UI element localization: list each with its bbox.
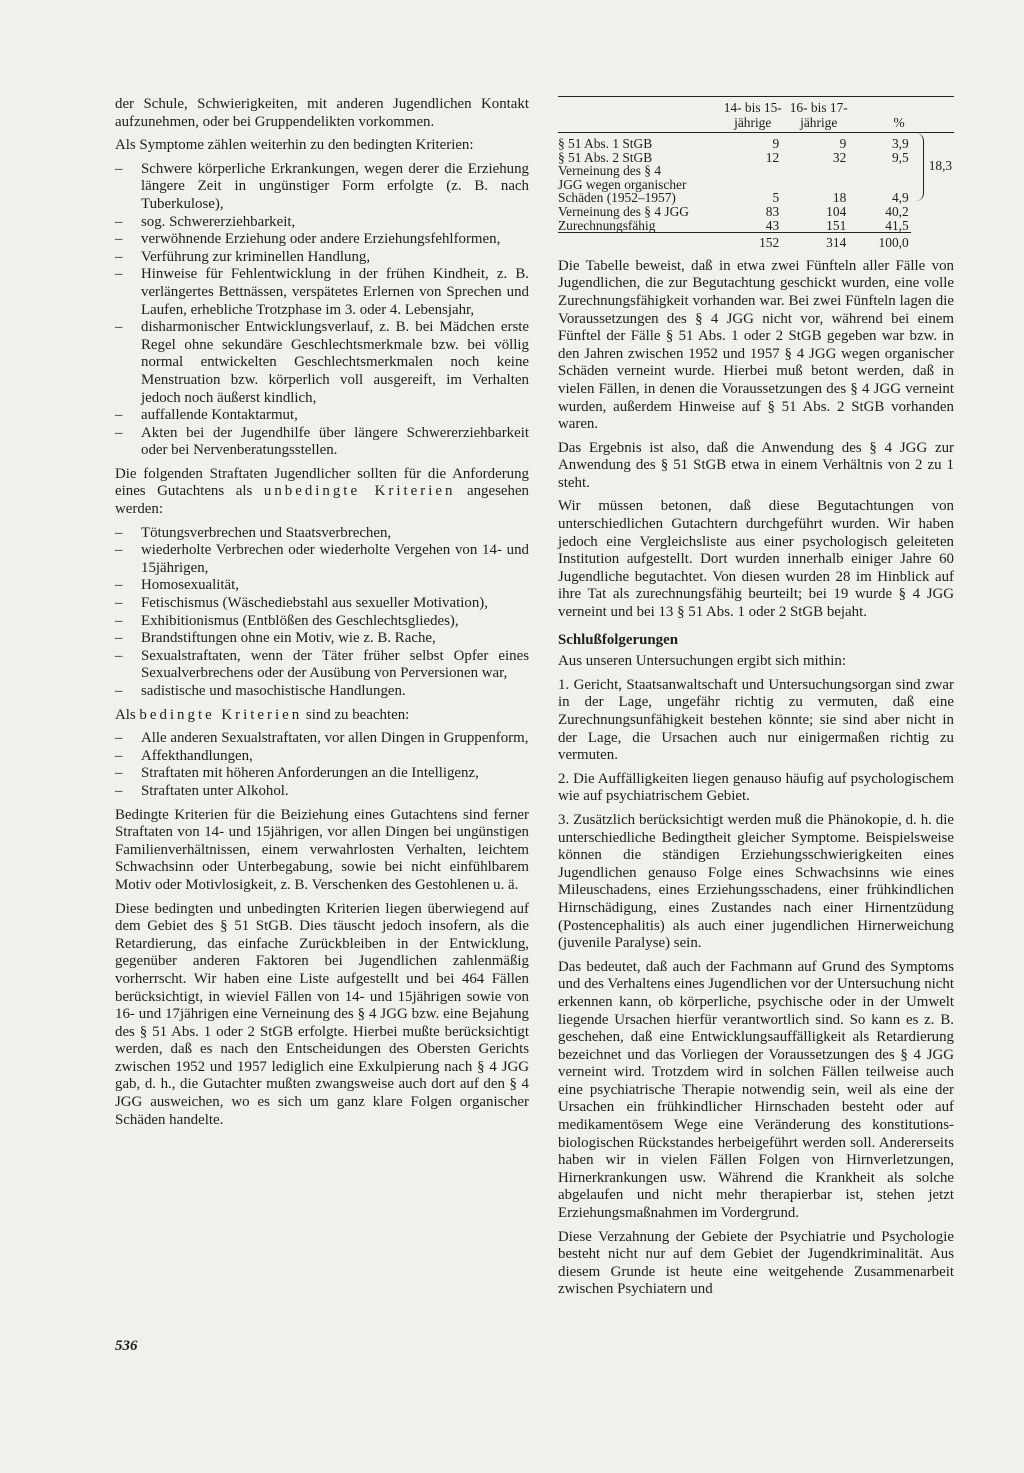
table-row: Schäden (1952–1957) 5 18 4,9 [558, 190, 909, 206]
paragraph: Diese bedingten und unbedingten Kriterien liegen überwiegend auf dem Gebiet des § 51 StGB. Dies täuscht jedoch insofern, als die Retardierung, das einfache Zurückbleiben in der Entwicklung, gegenüber anderen Faktoren bei Jugendlichen zahlenmäßig vorherrscht. Wir haben eine Liste aufgestellt und bei 464 Fällen berücksichtigt, in wieviel Fällen von 14- und 15jährigen sowie von 16- und 17jährigen eine Verneinung des § 4 JGG bzw. eine Bejahung des § 51 Abs. 1 oder 2 StGB erfolgte. Hierbei mußte berücksichtigt werden, daß es nach den Entscheidungen des Obersten Gerichts zwischen 1952 und 1957 lediglich eine Exkulpierung nach § 4 JGG gab, d. h., die Gutachter mußten zwangsweise auch dort auf den § 4 JGG ausweichen, wo es sich um ganz klare Folgen organischer Schäden handelte. [115, 900, 529, 1128]
table-header [558, 97, 720, 133]
list-item: – Straftaten mit höheren Anforderungen an die Intelligenz, [115, 765, 529, 783]
list-conditional-criteria [115, 730, 529, 800]
list-item: – Sexualstraftaten, wenn der Täter früher selbst Opfer eines Sexualverbrechens oder der Ausübung von Perversionen war, [115, 648, 529, 683]
list-item: – Tötungsverbrechen und Staatsverbrechen, [115, 525, 529, 543]
list-item: – sog. Schwererziehbarkeit, [115, 214, 529, 232]
left-column [115, 96, 529, 1135]
table-row: Zurechnungsfähig 43 151 41,5 [558, 217, 909, 233]
brace [915, 133, 924, 201]
table-row: JGG wegen organischer [558, 176, 687, 192]
table-row: Verneinung des § 4 JGG 83 104 40,2 [558, 203, 909, 219]
list-item: – auffallende Kontaktarmut, [115, 407, 529, 425]
list-item: – Akten bei der Jugendhilfe über längere Schwererziehbarkeit oder bei Nervenberatungsstellen. [115, 425, 529, 460]
table-header: 14- bis 15- jährige [720, 97, 785, 133]
list-item: – Schwere körperliche Erkrankungen, wegen derer die Erziehung längere Zeit in ungünstiger Form erfolgte (z. B. nach Tuberkulose), [115, 161, 529, 214]
list-item: – Affekthandlungen, [115, 748, 529, 766]
list-conditional-symptoms [115, 161, 529, 460]
page-number: 536 [115, 1338, 138, 1354]
table-header: 16- bis 17- jährige [785, 97, 852, 133]
list-item: – Verführung zur kriminellen Handlung, [115, 249, 529, 267]
paragraph: Bedingte Kriterien für die Beiziehung eines Gutachtens sind ferner Straftaten von 14- und 15jährigen, vor allen Dingen bei ungünstigen Familienverhältnissen, einem verwahrlosten Verhalten, leichtem Schwachsinn oder Unterbegabung, sowie bei nicht einfühlbarem Motiv oder Motivlosigkeit, z. B. Verschenken des Gestohlenen u. ä. [115, 806, 529, 893]
list-item: – disharmonischer Entwicklungsverlauf, z. B. bei Mädchen erste Regel ohne sekundäre Geschlechtsmerkmale bzw. bei völlig normal entwickelten Geschlechtsmerkmalen noch keine Menstruation bzw. körperlich voll ausgereift, im Verhalten jedoch noch äußerst kindlich, [115, 319, 529, 407]
paragraph: Als bedingte Kriterien sind zu beachten: [115, 706, 410, 723]
table-header: % [852, 97, 910, 133]
paragraph: 3. Zusätzlich berücksichtigt werden muß die Phänokopie, d. h. die unterschiedliche Bedingtheit gleicher Symptome. Beispielsweise können die ständigen Erziehungsschwierigkeiten eines Jugendlichen genauso Folge eines Schwachsinns wie eines Mileuschadens, eines Erziehungsschadens, einer frühkindlichen Hirnschädigung, eines Zustandes nach einer Hirnentzüdung (Postencephalitis) als auch einer jugendlichen Hirnerweichung (juvenile Paralyse) sein. [558, 811, 954, 952]
table-row: § 51 Abs. 1 StGB 9 9 3,9 18,3 [558, 133, 954, 151]
brace-value: 18,3 [928, 158, 953, 173]
list-item: – Brandstiftungen ohne ein Motiv, wie z. B. Rache, [115, 630, 529, 648]
paragraph: Als Symptome zählen weiterhin zu den bedingten Kriterien: [115, 137, 474, 154]
paragraph: 1. Gericht, Staatsanwaltschaft und Untersuchungsorgan sind zwar in der Lage, ungefähr richtig zu vermuten, daß eine Zurechnungsunfähigkeit bestehen könnte; sie sind aber nicht in der Lage, die Ursachen auch nur einigermaßen richtig zu vermuten. [558, 676, 954, 764]
table-total-row: 152 314 100,0 [558, 233, 954, 250]
list-item: – wiederholte Verbrechen oder wiederholte Vergehen von 14- und 15jährigen, [115, 542, 529, 577]
list-item: – sadistische und masochistische Handlungen. [115, 683, 529, 701]
statistics-table [558, 96, 954, 250]
paragraph: 2. Die Auffälligkeiten liegen genauso häufig auf psychologischem wie auf psychiatrischem Gebiet. [558, 770, 954, 805]
right-column [558, 96, 954, 1305]
paragraph: Aus unseren Untersuchungen ergibt sich mithin: [558, 653, 846, 670]
paragraph: der Schule, Schwierigkeiten, mit anderen Jugendlichen Kontakt aufzunehmen, oder bei Gruppendelikten vorkommen. [115, 96, 529, 130]
list-item: – Hinweise für Fehlentwicklung in der frühen Kindheit, z. B. verlängertes Bettnässen, verspätetes Erlernen von Sprechen und Laufen, erhebliche Trotzphase im 3. oder 4. Lebensjahr, [115, 266, 529, 319]
paragraph: Das bedeutet, daß auch der Fachmann auf Grund des Symptoms und des Verhaltens eines Jugendlichen vor der Untersuchung nicht erkennen kann, ob körperliche, psychische oder in der Umwelt liegende Ursachen hierfür verantwortlich sind. So kann es z. B. geschehen, daß eine Entwicklungsauffälligkeit als Retardierung bezeichnet und das Vorliegen der Voraussetzungen des § 4 JGG verneint wird. Trotzdem wird in solchen Fällen teilweise auch eine psychiatrische Therapie notwendig sein, weil als eine der Ursachen ein frühkindlicher Hirnschaden besteht oder auf medikamentösem Wege eine Veränderung des konstitutions-biologischen Rückstandes herbeigeführt werden soll. Andererseits haben wir in vielen Fällen Folgen von Hirnverletzungen, Hirnerkrankungen usw. Während die Krankheit als solche abgelaufen und nicht mehr therapierbar ist, stehen jetzt Erziehungsmaßnahmen im Vordergrund. [558, 958, 954, 1222]
table-row: Verneinung des § 4 [558, 163, 662, 179]
paragraph: Diese Verzahnung der Gebiete der Psychiatrie und Psychologie besteht nicht nur auf dem Gebiet der Jugendkriminalität. Aus diesem Grunde ist heute eine weitgehende Zusammenarbeit zwischen Psychiatern und [558, 1228, 954, 1298]
paragraph: Das Ergebnis ist also, daß die Anwendung des § 4 JGG zur Anwendung des § 51 StGB etwa in einem Verhältnis von 2 zu 1 steht. [558, 439, 954, 491]
list-item: – Alle anderen Sexualstraftaten, vor allen Dingen in Gruppenform, [115, 730, 529, 748]
list-unconditional-criteria [115, 525, 529, 701]
list-item: – Fetischismus (Wäschediebstahl aus sexueller Motivation), [115, 595, 529, 613]
list-item: – Straftaten unter Alkohol. [115, 783, 529, 801]
list-item: – Homosexualität, [115, 577, 529, 595]
paragraph: Die folgenden Straftaten Jugendlicher sollten für die Anforderung eines Gutachtens als unbedingte Kriterien angesehen werden: [115, 465, 529, 518]
list-item: – Exhibitionismus (Entblößen des Geschlechtsgliedes), [115, 613, 529, 631]
section-heading: Schlußfolgerungen [558, 631, 678, 648]
paragraph: Die Tabelle beweist, daß in etwa zwei Fünfteln aller Fälle von Jugendlichen, die zur Begutachtung geschickt wurden, eine volle Zurechnungsfähigkeit vorhanden war. Bei zwei Fünfteln lagen die Voraussetzungen des § 4 JGG nicht vor, während bei einem Fünftel der Fälle § 51 Abs. 1 oder 2 StGB gegeben war bzw. in den Jahren zwischen 1952 und 1957 § 4 JGG wegen organischer Schäden verneint wurde. Hierbei muß betont werden, daß in vielen Fällen, in denen die Voraussetzungen des § 4 JGG verneint wurden, außerdem Hinweise auf § 51 Abs. 2 StGB vorhanden waren. [558, 257, 954, 433]
table-row: § 51 Abs. 2 StGB 12 32 9,5 [558, 149, 909, 165]
paragraph: Wir müssen betonen, daß diese Begutachtungen von unterschiedlichen Gutachtern durchgeführt wurden. Wir haben jedoch eine Vergleichsliste aus einer psychologisch geleiteten Institution aufgestellt. Dort wurden innerhalb einiger Jahre 60 Jugendliche begutachtet. Von diesen wurden 28 im Hinblick auf ihre Tat als zurechnungsfähig beurteilt; bei 19 wurde § 4 JGG verneint und bei 13 § 51 Abs. 1 oder 2 StGB bejaht. [558, 498, 954, 621]
list-item: – verwöhnende Erziehung oder andere Erziehungsfehlformen, [115, 231, 529, 249]
